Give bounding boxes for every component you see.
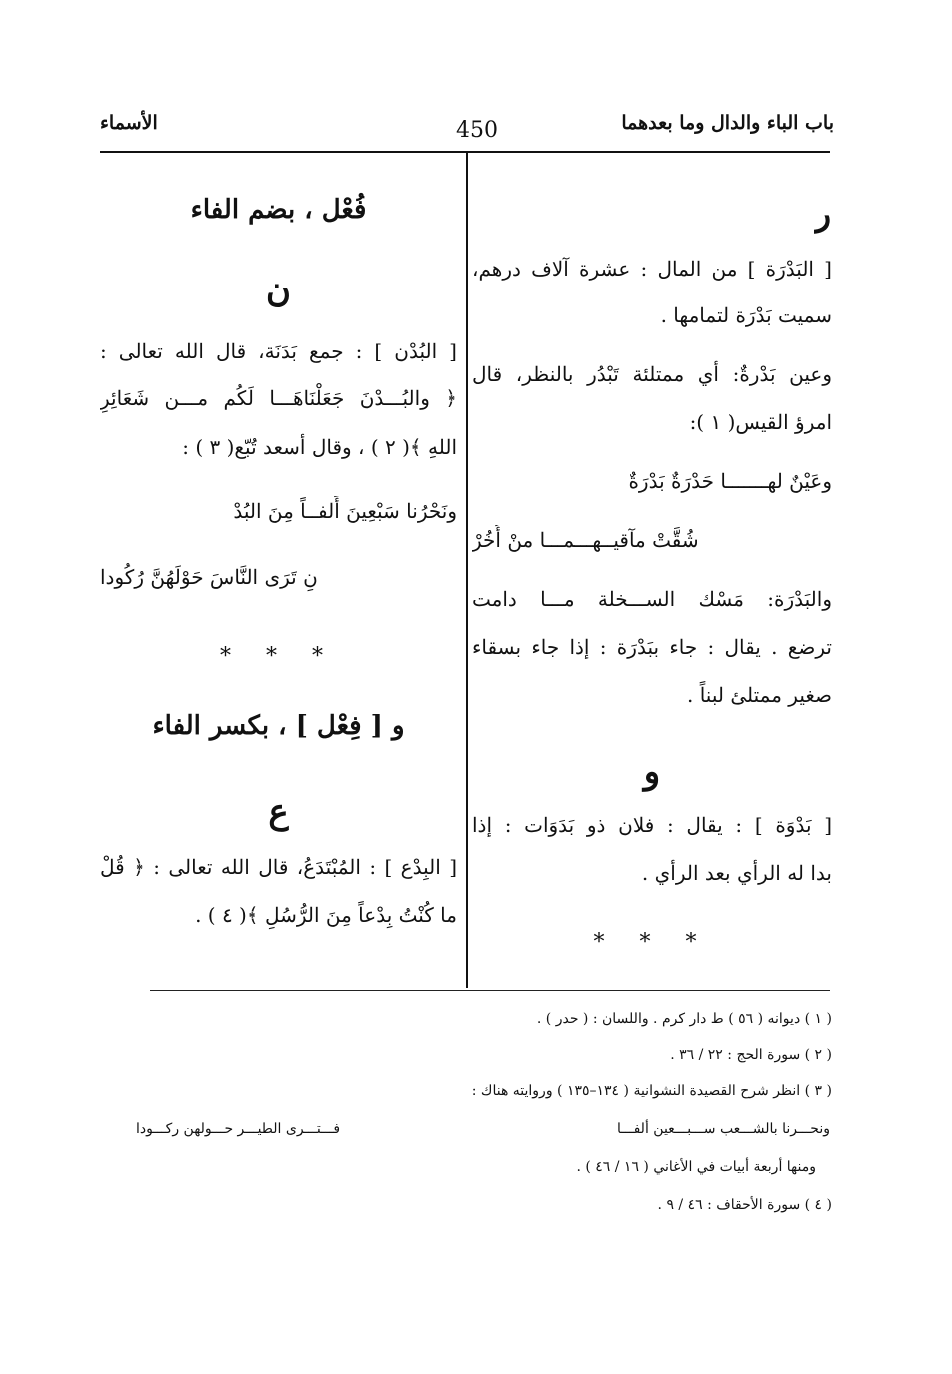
footnote-4: ( ٤ ) سورة الأحقاف : ٤٦ / ٩ . bbox=[657, 1197, 832, 1213]
verse-line: ونَحْرُنا سَبْعِينَ أَلفــاً مِنَ البُدْ bbox=[233, 499, 457, 523]
verse-line: نِ تَرَى النَّاسَ حَوْلَهُنَّ رُكُودا bbox=[100, 565, 318, 589]
section-title: الأسماء bbox=[100, 112, 158, 134]
column-divider bbox=[466, 152, 468, 988]
right-column bbox=[472, 0, 832, 990]
letter-heading-waw: و bbox=[643, 752, 661, 792]
chapter-title: باب الباء والدال وما بعدهما bbox=[621, 112, 834, 134]
text-line: سميت بَدْرَة لتمامها . bbox=[660, 303, 832, 327]
footnote-3: ( ٣ ) انظر شرح القصيدة النشوانية ( ١٣٤–١٣٥ ) وروايته هناك : bbox=[471, 1083, 832, 1099]
text-line: ما كُنْتُ بِدْعاً مِنَ الرُّسُلِ ﴾( ٤ ) . bbox=[195, 903, 457, 927]
letter-heading-ain: ع bbox=[268, 792, 289, 832]
footnote-3-continued: ومنها أربعة أبيات في الأغاني ( ١٦ / ٤٦ ) . bbox=[576, 1159, 816, 1175]
text-line: امرؤ القيس( ١ ): bbox=[689, 410, 832, 434]
text-line: [ البِدْع ] : المُبْتَدَعُ، قال الله تعالى : ﴿ قُلْ bbox=[100, 855, 457, 879]
text-line: والبَدْرَة: مَسْك الســـخلة مـــا دامت bbox=[472, 587, 832, 611]
text-line: [ البَدْرَة ] من المال : عشرة آلاف درهم، bbox=[472, 257, 832, 281]
text-line: ترضع . يقال : جاء ببَدْرَة : إذا جاء بسقاء bbox=[472, 635, 832, 659]
text-line: [ بَدْوَة ] : يقال : فلان ذو بَدَوَات : إذا bbox=[472, 813, 832, 837]
text-line: [ البُدْن ] : جمع بَدَنَة، قال الله تعالى : bbox=[100, 339, 457, 363]
footnote-rule bbox=[150, 990, 830, 991]
text-line: وعين بَدْرةٌ: أي ممتلئة تَبْدُر بالنظر، قال bbox=[472, 362, 832, 386]
text-line: بدا له الرأي بعد الرأي . bbox=[641, 861, 832, 885]
verse-line: وعَيْنٌ لهـــــــا حَدْرَةٌ بَدْرَةٌ bbox=[628, 469, 832, 493]
section-heading: و [ فِعْل ] ، بكسر الفاء bbox=[152, 711, 405, 741]
footnote-2: ( ٢ ) سورة الحج : ٢٢ / ٣٦ . bbox=[670, 1047, 832, 1063]
page-number: 450 bbox=[456, 118, 498, 143]
footnote-verse-second-hemistich: فـــتـــرى الطيـــر حـــولهن ركـــودا bbox=[136, 1121, 341, 1137]
letter-heading-ra: ر bbox=[814, 194, 832, 234]
verse-line: شُقَّتْ مآقيــهـــمـــا منْ أُخُرْ bbox=[472, 528, 699, 552]
letter-heading-nun: ن bbox=[266, 270, 291, 310]
section-separator: * * * bbox=[593, 930, 711, 955]
left-column bbox=[100, 0, 457, 990]
section-separator: * * * bbox=[220, 644, 337, 669]
footnote-verse-first-hemistich: ونحـــرنا بالشـــعب ســـبـــعين ألفـــا bbox=[617, 1121, 830, 1137]
text-line: اللهِ ﴾( ٢ ) ، وقال أسعد تُبّع( ٣ ) : bbox=[182, 435, 457, 459]
text-line: صغير ممتلئ لبناً . bbox=[687, 683, 832, 707]
section-heading: فُعْل ، بضم الفاء bbox=[190, 195, 367, 225]
quran-line: ﴿ والبُـــدْنَ جَعَلْنَاهَـــا لَكُم مـــن شَعَائِرِ bbox=[100, 386, 457, 410]
footnote-1: ( ١ ) ديوانه ( ٥٦ ) ط دار كرم . واللسان : ( حدر ) . bbox=[536, 1011, 832, 1027]
